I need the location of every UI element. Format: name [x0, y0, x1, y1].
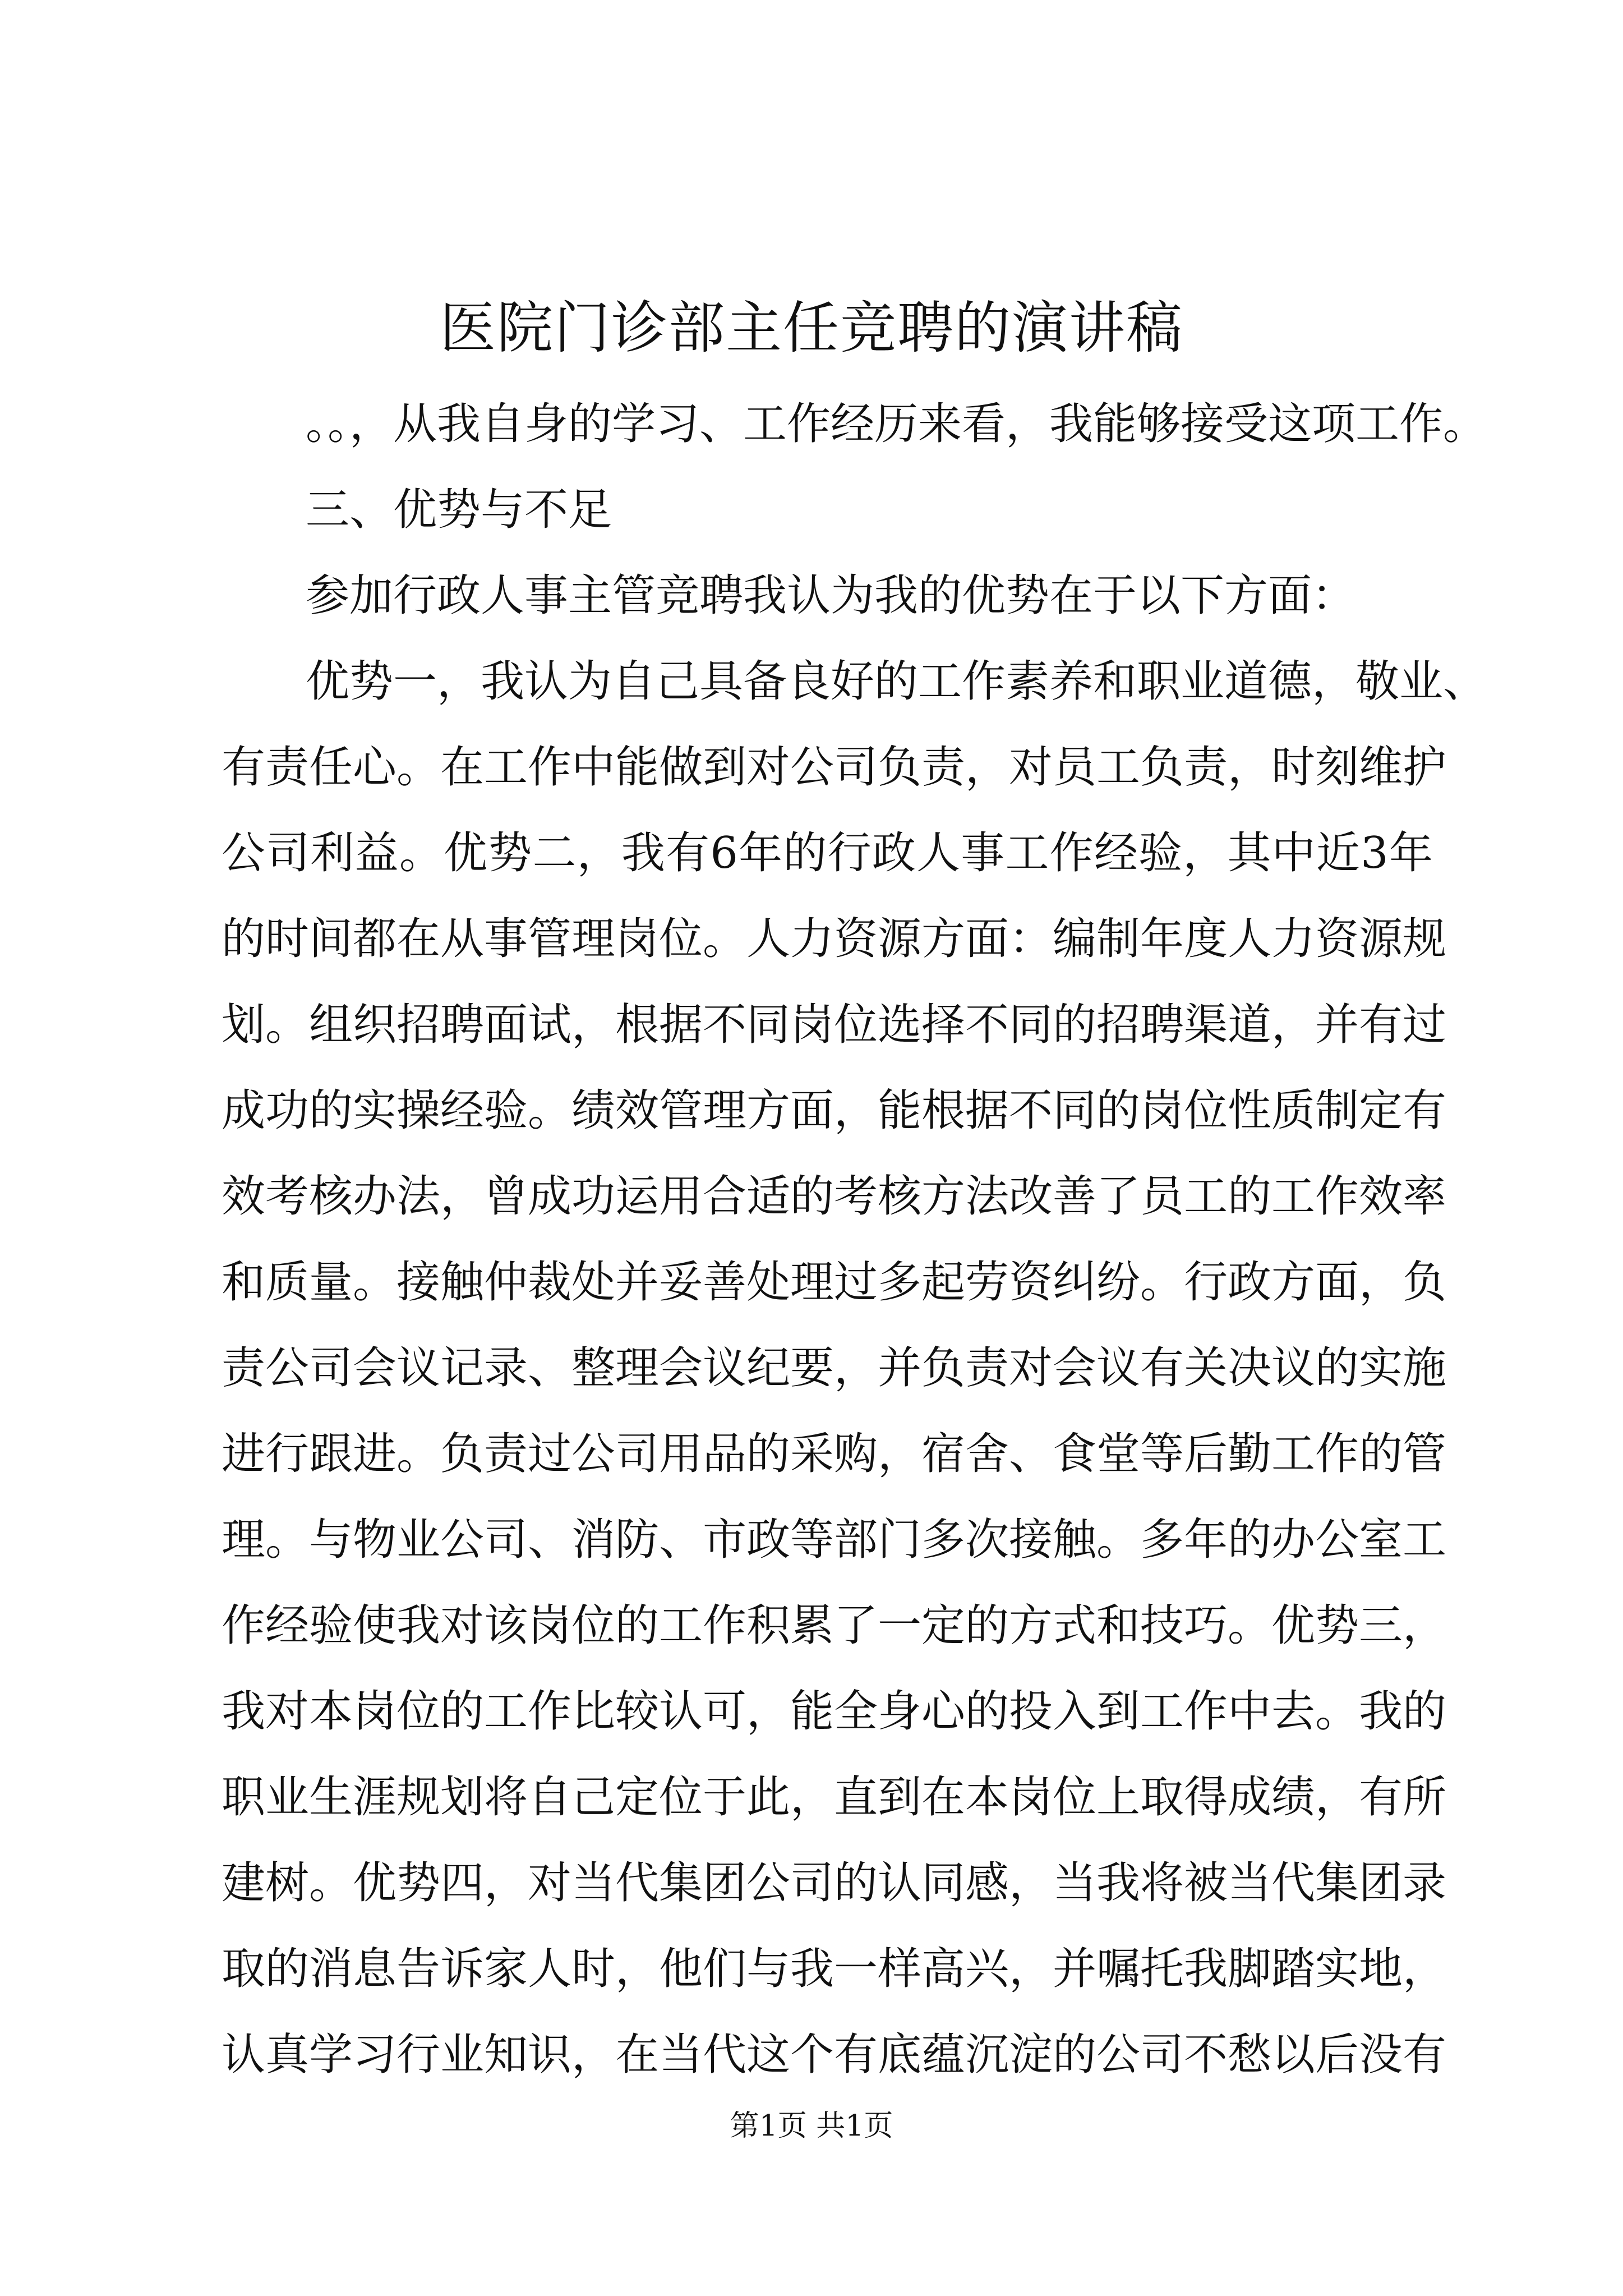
paragraph-line: 的时间都在从事管理岗位。人力资源方面：编制年度人力资源规	[222, 914, 1447, 964]
paragraph-line: 责公司会议记录、整理会议纪要，并负责对会议有关决议的实施	[222, 1343, 1447, 1393]
paragraph-line: 划。组织招聘面试，根据不同岗位选择不同的招聘渠道，并有过	[222, 1000, 1447, 1050]
paragraph-line: 进行跟进。负责过公司用品的采购，宿舍、食堂等后勤工作的管	[222, 1429, 1447, 1479]
paragraph-line: 参加行政人事主管竞聘我认为我的优势在于以下方面：	[306, 570, 1356, 621]
document-body	[222, 381, 1487, 2098]
paragraph-line: 建树。优势四，对当代集团公司的认同感，当我将被当代集团录	[222, 1858, 1447, 1908]
paragraph-line: 优势一，我认为自己具备良好的工作素养和职业道德，敬业、	[306, 656, 1487, 707]
paragraph-line: 成功的实操经验。绩效管理方面，能根据不同的岗位性质制定有	[222, 1085, 1447, 1136]
paragraph-line: 理。与物业公司、消防、市政等部门多次接触。多年的办公室工	[222, 1515, 1447, 1565]
paragraph-line: 公司利益。优势二，我有6年的行政人事工作经验，其中近3年	[222, 828, 1433, 878]
paragraph-line: 有责任心。在工作中能做到对公司负责，对员工负责，时刻维护	[222, 742, 1447, 793]
paragraph-line: 作经验使我对该岗位的工作积累了一定的方式和技巧。优势三，	[222, 1600, 1447, 1651]
paragraph-line: 和质量。接触仲裁处并妥善处理过多起劳资纠纷。行政方面，负	[222, 1257, 1447, 1308]
paragraph-line: 我对本岗位的工作比较认可，能全身心的投入到工作中去。我的	[222, 1686, 1447, 1737]
paragraph-line: 。。，从我自身的学习、工作经历来看，我能够接受这项工作。	[306, 399, 1487, 449]
paragraph-line: 效考核办法，曾成功运用合适的考核方法改善了员工的工作效率	[222, 1171, 1447, 1222]
page-footer: 第1页 共1页	[730, 2109, 893, 2143]
paragraph-line: 认真学习行业知识，在当代这个有底蕴沉淀的公司不愁以后没有	[222, 2030, 1447, 2080]
paragraph-line: 取的消息告诉家人时，他们与我一样高兴，并嘱托我脚踏实地，	[222, 1944, 1447, 1994]
paragraph-line: 职业生涯规划将自己定位于此，直到在本岗位上取得成绩，有所	[222, 1772, 1447, 1823]
document-title: 医院门诊部主任竞聘的演讲稿	[440, 295, 1183, 361]
section-heading: 三、优势与不足	[306, 485, 612, 535]
